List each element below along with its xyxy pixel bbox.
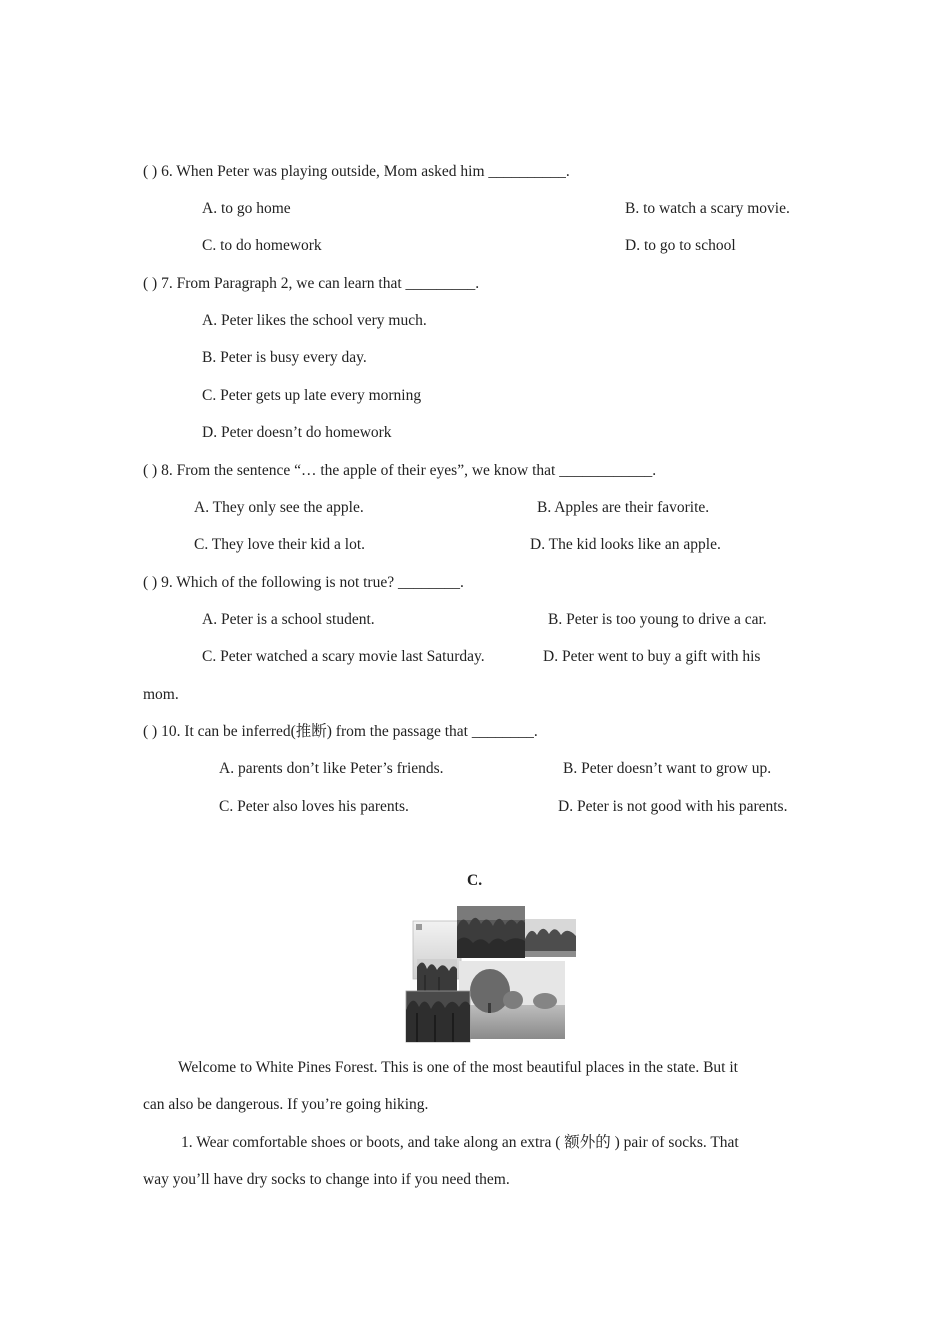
passage-paragraph-2-line-1: 1. Wear comfortable shoes or boots, and take along an extra ( 额外的 ) pair of socks. That [181,1134,739,1151]
question-7-option-b: B. Peter is busy every day. [202,349,367,366]
question-9-stem: ( ) 9. Which of the following is not true? ________. [143,574,464,591]
question-10-option-a: A. parents don’t like Peter’s friends. [219,760,444,777]
meadow-photo [459,961,565,1039]
tree-line-photo [525,919,576,957]
question-7-option-c: C. Peter gets up late every morning [202,387,422,404]
forest-photo-collage [405,905,580,1045]
question-8-option-d: D. The kid looks like an apple. [530,536,721,553]
question-9-option-a: A. Peter is a school student. [202,611,375,628]
question-7-stem: ( ) 7. From Paragraph 2, we can learn that _________. [143,275,480,292]
question-9-option-d-continuation: mom. [143,686,179,703]
question-8-stem: ( ) 8. From the sentence “… the apple of their eyes”, we know that ____________. [143,462,657,479]
question-6-option-b: B. to watch a scary movie. [625,200,790,217]
question-10-option-b: B. Peter doesn’t want to grow up. [563,760,772,777]
question-9-option-d: D. Peter went to buy a gift with his [543,648,761,665]
question-8-option-c: C. They love their kid a lot. [194,536,366,553]
passage-paragraph-1-line-1: Welcome to White Pines Forest. This is one of the most beautiful places in the state. But it [178,1059,738,1076]
question-8-option-a: A. They only see the apple. [194,499,364,516]
question-10-option-c: C. Peter also loves his parents. [219,798,409,815]
question-7-option-a: A. Peter likes the school very much. [202,312,427,329]
question-9-option-c: C. Peter watched a scary movie last Saturday. [202,648,485,665]
question-6-option-a: A. to go home [202,200,291,217]
section-c-heading: C. [467,872,483,889]
question-7-option-d: D. Peter doesn’t do homework [202,424,392,441]
question-6-option-c: C. to do homework [202,237,322,254]
question-6-option-d: D. to go to school [625,237,736,254]
tall-trees-photo [417,959,457,995]
dark-forest-photo [406,991,470,1042]
question-9-option-b: B. Peter is too young to drive a car. [548,611,767,628]
question-10-stem: ( ) 10. It can be inferred(推断) from the passage that ________. [143,723,538,740]
question-6-stem: ( ) 6. When Peter was playing outside, Mom asked him __________. [143,163,570,180]
question-8-option-b: B. Apples are their favorite. [537,499,710,516]
question-10-option-d: D. Peter is not good with his parents. [558,798,788,815]
passage-paragraph-1-line-2: can also be dangerous. If you’re going hiking. [143,1096,429,1113]
passage-paragraph-2-line-2: way you’ll have dry socks to change into if you need them. [143,1171,510,1188]
dense-forest-photo [457,906,525,958]
